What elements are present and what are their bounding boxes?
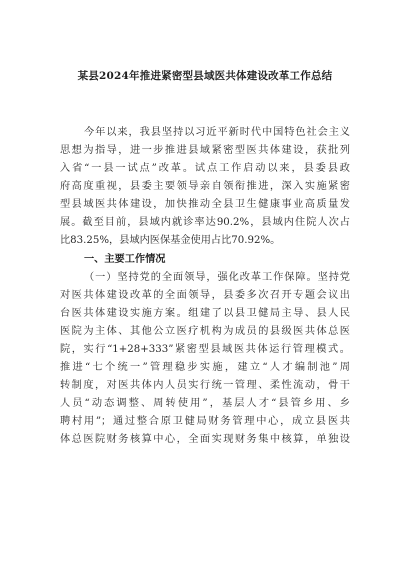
intro-line-2: 思想为指导，进一步推进县域紧密型医共体建设，获批列 — [60, 145, 350, 156]
section-line-8: 人员“动态调整、周转使用”，基层人才“县管乡用、乡 — [60, 398, 350, 409]
section-line-2: 对医共体建设改革的全面领导，县委多次召开专题会议出 — [60, 290, 350, 301]
section-line-5: 院，实行“1+28+333”紧密型县域医共体运行管理模式。 — [60, 344, 350, 355]
section-line-4: 医院为主体、其他公立医疗机构为成员的县级医共体总医 — [60, 326, 350, 337]
intro-line-6: 展。截至目前，县域内就诊率达90.2%，县域内住院人次占 — [60, 217, 350, 228]
intro-line-5: 型县域医共体建设，加快推动全县卫生健康事业高质量发 — [60, 199, 350, 210]
document-title: 某县2024年推进紧密型县域医共体建设改革工作总结 — [77, 70, 333, 82]
section-line-3: 台医共体建设实施方案。组建了以县卫健局主导、县人民 — [60, 308, 350, 319]
section-line-9: 聘村用”；通过整合原卫健局财务管理中心，成立县医共 — [60, 416, 350, 427]
intro-line-3: 入省“一县一试点”改革。试点工作启动以来，县委县政 — [60, 163, 350, 174]
intro-line-7: 比83.25%，县域内医保基金使用占比70.92%。 — [60, 235, 281, 246]
section-heading: 一、主要工作情况 — [84, 253, 166, 265]
intro-line-4: 府高度重视，县委主要领导亲自领衔推进，深入实施紧密 — [60, 181, 350, 192]
section-line-7: 转制度，对医共体内人员实行统一管理、柔性流动，骨干 — [60, 380, 350, 391]
section-line-10: 体总医院财务核算中心，全面实现财务集中核算，单独设 — [60, 434, 350, 445]
section-line-6: 推进“七个统一”管理稳步实施，建立“人才编制池”周 — [60, 362, 350, 373]
intro-line-1: 今年以来，我县坚持以习近平新时代中国特色社会主义 — [84, 127, 350, 138]
section-line-1: （一）坚持党的全面领导，强化改革工作保障。坚持党 — [84, 272, 350, 283]
